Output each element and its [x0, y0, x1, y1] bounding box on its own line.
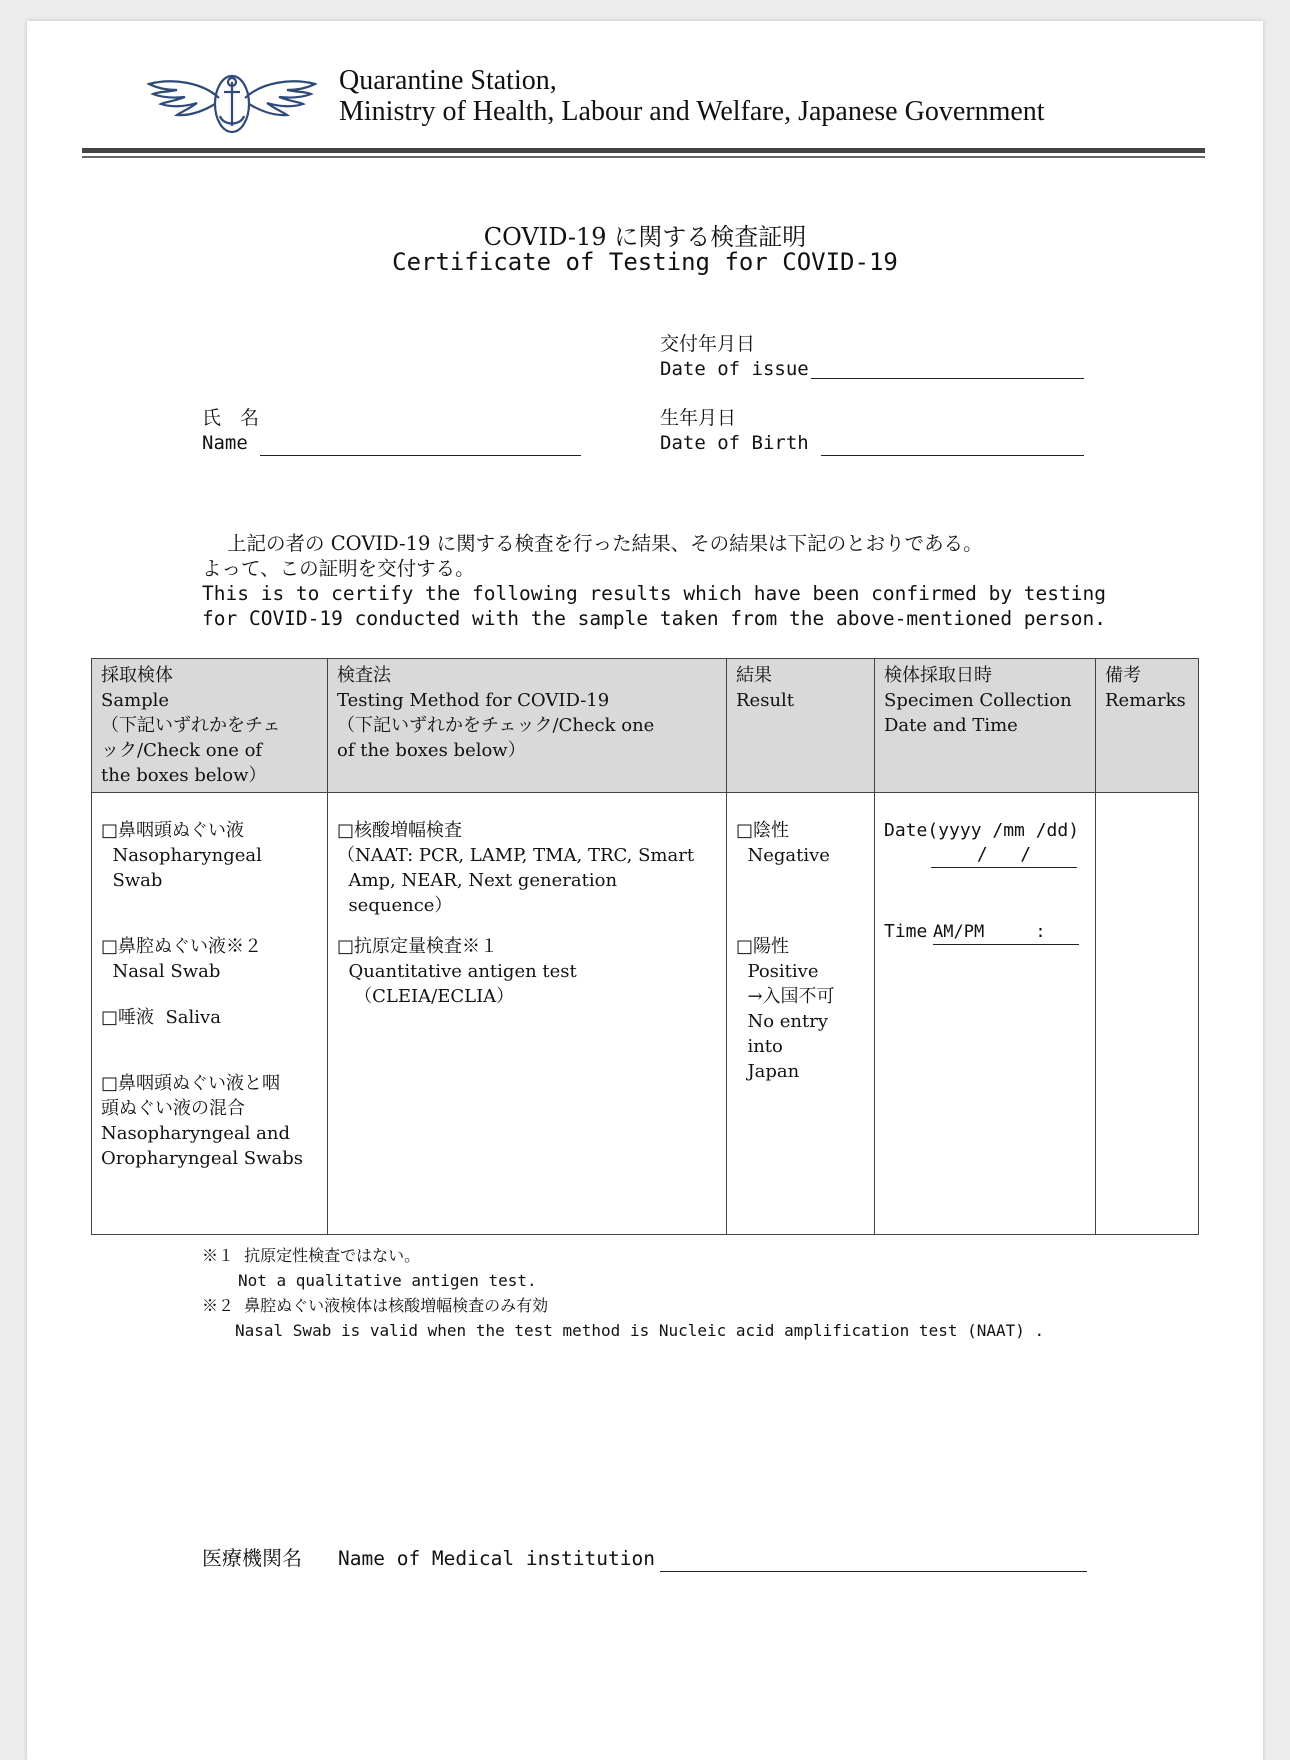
- header-collection: 検体採取日時 Specimen Collection Date and Time: [875, 659, 1096, 793]
- note-2-en: Nasal Swab is valid when the test method is Nucleic acid amplification test (NAAT) .: [235, 1321, 1045, 1340]
- method-option-naat[interactable]: □核酸増幅検査 （NAAT: PCR, LAMP, TMA, TRC, Smart Amp, NEAR, Next generation sequence）: [337, 820, 695, 916]
- method-cell: [328, 793, 727, 1235]
- title-english: Certificate of Testing for COVID-19: [392, 248, 898, 276]
- header-sample: 採取検体 Sample （下記いずれかをチェ ック/Check one of the boxes below）: [92, 659, 328, 793]
- statement-en-line1: This is to certify the following results which have been confirmed by testing: [202, 582, 1106, 605]
- collection-date-field[interactable]: / /: [931, 843, 1077, 868]
- statement-en-line2: for COVID-19 conducted with the sample taken from the above-mentioned person.: [202, 607, 1106, 630]
- collection-time-label: Time: [884, 921, 928, 942]
- table-header-row: [92, 659, 1199, 793]
- note-1-en: Not a qualitative antigen test.: [238, 1271, 537, 1290]
- collection-cell: [875, 793, 1096, 1235]
- issue-date-field[interactable]: [811, 378, 1084, 379]
- quarantine-emblem-icon: [147, 68, 317, 144]
- statement-ja-line1: 上記の者の COVID-19 に関する検査を行った結果、その結果は下記のとおりである。: [227, 532, 983, 555]
- statement-ja-line2: よって、この証明を交付する。: [202, 557, 475, 580]
- method-option-antigen[interactable]: □抗原定量検査※１ Quantitative antigen test （CLEIA/ECLIA）: [337, 936, 577, 1007]
- table-body-row: [92, 793, 1199, 1235]
- header-rule-thick: [82, 148, 1205, 153]
- header-result: 結果 Result: [727, 659, 875, 793]
- sample-option-nasal[interactable]: □鼻腔ぬぐい液※２ Nasal Swab: [101, 936, 263, 982]
- issue-date-label-ja: 交付年月日: [660, 333, 756, 355]
- sample-option-mixed[interactable]: □鼻咽頭ぬぐい液と咽 頭ぬぐい液の混合 Nasopharyngeal and Oropharyngeal Swabs: [101, 1073, 304, 1169]
- result-cell: [727, 793, 875, 1235]
- institution-label-en: Name of Medical institution: [338, 1547, 655, 1570]
- org-line-1: Quarantine Station,: [339, 65, 557, 96]
- collection-time-field[interactable]: AM/PM :: [933, 920, 1079, 945]
- test-result-table: [91, 658, 1199, 1235]
- institution-label-ja: 医療機関名: [202, 1546, 302, 1570]
- name-label-en: Name: [202, 432, 248, 454]
- header-remarks: 備考 Remarks: [1096, 659, 1199, 793]
- certificate-page: [27, 21, 1263, 1760]
- org-line-2: Ministry of Health, Labour and Welfare, Japanese Government: [339, 96, 1045, 127]
- header-rule-thin: [82, 156, 1205, 158]
- dob-label-ja: 生年月日: [660, 407, 737, 429]
- collection-date-label: Date(yyyy /mm /dd): [884, 820, 1080, 841]
- header-method: 検査法 Testing Method for COVID-19 （下記いずれかをチェック/Check one of the boxes below）: [328, 659, 727, 793]
- institution-field[interactable]: [660, 1571, 1087, 1572]
- sample-cell: [92, 793, 328, 1235]
- title-japanese: COVID-19 に関する検査証明: [483, 223, 807, 251]
- note-2-ja: ※２ 鼻腔ぬぐい液検体は核酸増幅検査のみ有効: [202, 1296, 549, 1315]
- name-label-ja: 氏 名: [202, 407, 260, 429]
- dob-field[interactable]: [821, 455, 1084, 456]
- remarks-cell[interactable]: [1096, 793, 1199, 1235]
- result-option-positive[interactable]: □陽性 Positive →入国不可 No entry into Japan: [736, 936, 835, 1082]
- sample-option-nasopharyngeal[interactable]: □鼻咽頭ぬぐい液 Nasopharyngeal Swab: [101, 820, 262, 891]
- sample-option-saliva[interactable]: □唾液 Saliva: [101, 1007, 221, 1028]
- issue-date-label-en: Date of issue: [660, 358, 809, 380]
- result-option-negative[interactable]: □陰性 Negative: [736, 820, 830, 866]
- name-field[interactable]: [260, 455, 581, 456]
- note-1-ja: ※１ 抗原定性検査ではない。: [202, 1246, 421, 1265]
- dob-label-en: Date of Birth: [660, 432, 809, 454]
